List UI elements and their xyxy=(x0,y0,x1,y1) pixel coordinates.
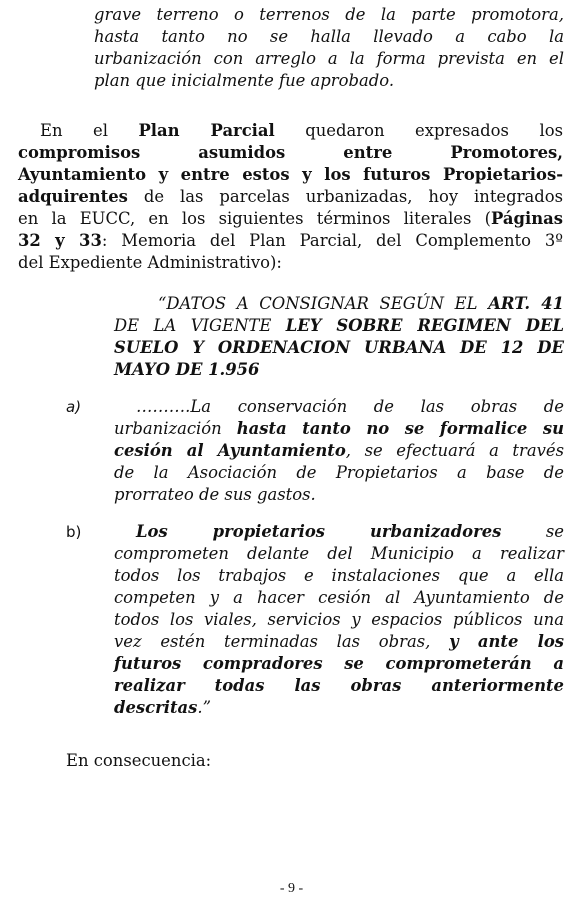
item-a-bold-text: cesión al Ayuntamiento xyxy=(114,441,346,460)
item-a-text: , se efectuará a través xyxy=(345,441,565,460)
list-marker-b: b) xyxy=(66,523,82,541)
item-b-text: se xyxy=(501,522,564,541)
citation-line xyxy=(114,315,564,337)
item-a-text: de la Asociación de Propietarios a base de xyxy=(114,463,564,482)
quote-top-line: grave terreno o terrenos de la parte promotora, xyxy=(94,5,564,24)
quote-top-line: urbanización con arreglo a la forma prevista en el xyxy=(94,49,564,68)
list-item-a xyxy=(114,396,564,508)
citation-law: MAYO DE 1.956 xyxy=(114,360,260,379)
item-b-text: .” xyxy=(197,698,211,717)
item-b-line xyxy=(114,653,564,675)
item-b-line xyxy=(114,543,564,565)
paragraph-text: de las parcelas urbanizadas, hoy integrados xyxy=(127,187,563,206)
item-a-line xyxy=(114,484,564,506)
item-b-line xyxy=(114,587,564,609)
item-a-text: ……….La conservación de las obras de xyxy=(136,397,564,416)
list-item-b xyxy=(114,521,564,721)
paragraph-bold-text: compromisos asumidos entre Promotores, xyxy=(18,143,563,162)
citation-text: “DATOS A CONSIGNAR SEGÚN EL xyxy=(158,294,489,313)
quote-top-line: hasta tanto no se halla llevado a cabo la xyxy=(94,27,564,46)
paragraph-bold-text: adquirentes xyxy=(18,187,128,206)
conclusion-text: En consecuencia: xyxy=(66,751,212,770)
paragraph-text: En el xyxy=(40,121,139,140)
item-b-text: vez estén terminadas las obras, xyxy=(114,632,450,651)
item-b-bold-text: y ante los xyxy=(449,632,564,651)
item-b-bold-text: futuros compradores se comprometerán a xyxy=(114,654,564,673)
item-b-line xyxy=(114,565,564,587)
quote-top-line: plan que inicialmente fue aprobado. xyxy=(94,71,395,90)
item-b-line xyxy=(114,675,564,697)
paragraph-line xyxy=(18,208,563,230)
item-b-text: todos los viales, servicios y espacios públicos una xyxy=(114,610,564,629)
item-b-line xyxy=(114,697,564,719)
item-a-line xyxy=(114,462,564,484)
item-b-line xyxy=(114,631,564,653)
citation-law: LEY SOBRE REGIMEN DEL xyxy=(285,316,564,335)
item-a-text: urbanización xyxy=(114,419,237,438)
item-b-bold-text: realizar todas las obras anteriormente xyxy=(114,676,564,695)
paragraph-line xyxy=(18,164,563,186)
pages-reference: Páginas xyxy=(491,209,563,228)
item-a-line xyxy=(114,396,564,418)
item-b-bold-text: Los propietarios urbanizadores xyxy=(136,522,502,541)
item-b-bold-text: descritas xyxy=(114,698,198,717)
citation-article: ART. 41 xyxy=(488,294,565,313)
item-a-line xyxy=(114,418,564,440)
paragraph-line xyxy=(18,142,563,164)
citation-law: SUELO Y ORDENACION URBANA DE 12 DE xyxy=(114,338,564,357)
citation-line xyxy=(114,337,564,359)
item-b-text: competen y a hacer cesión al Ayuntamiento de xyxy=(114,588,564,607)
item-a-line xyxy=(114,440,564,462)
list-marker-a: a) xyxy=(66,398,82,416)
citation-text: DE LA VIGENTE xyxy=(114,316,286,335)
paragraph-text: : Memoria del Plan Parcial, del Complemento 3º xyxy=(101,231,563,250)
paragraph-line xyxy=(18,186,563,208)
item-b-text: todos los trabajos e instalaciones que a ella xyxy=(114,566,564,585)
item-b-line xyxy=(114,521,564,543)
item-b-text: comprometen delante del Municipio a realizar xyxy=(114,544,564,563)
paragraph-text: quedaron expresados los xyxy=(274,121,563,140)
citation-line xyxy=(114,293,564,315)
paragraph-line xyxy=(18,120,563,142)
quote-top xyxy=(94,4,564,94)
paragraph-text: del Expediente Administrativo): xyxy=(18,253,282,272)
item-b-line xyxy=(114,609,564,631)
citation-heading xyxy=(114,293,564,383)
paragraph-text: en la EUCC, en los siguientes términos literales ( xyxy=(18,209,492,228)
item-a-bold-text: hasta tanto no se formalice su xyxy=(236,419,564,438)
paragraph-line xyxy=(18,252,563,274)
item-a-text: prorrateo de sus gastos. xyxy=(114,485,316,504)
pages-reference: 32 y 33 xyxy=(18,231,102,250)
paragraph-bold-text: Ayuntamiento y entre estos y los futuros Propietarios- xyxy=(18,165,563,184)
paragraph-line xyxy=(18,230,563,252)
page-number: - 9 - xyxy=(279,881,304,896)
plan-parcial-term: Plan Parcial xyxy=(138,121,275,140)
main-paragraph xyxy=(18,120,563,276)
citation-line xyxy=(114,359,564,381)
